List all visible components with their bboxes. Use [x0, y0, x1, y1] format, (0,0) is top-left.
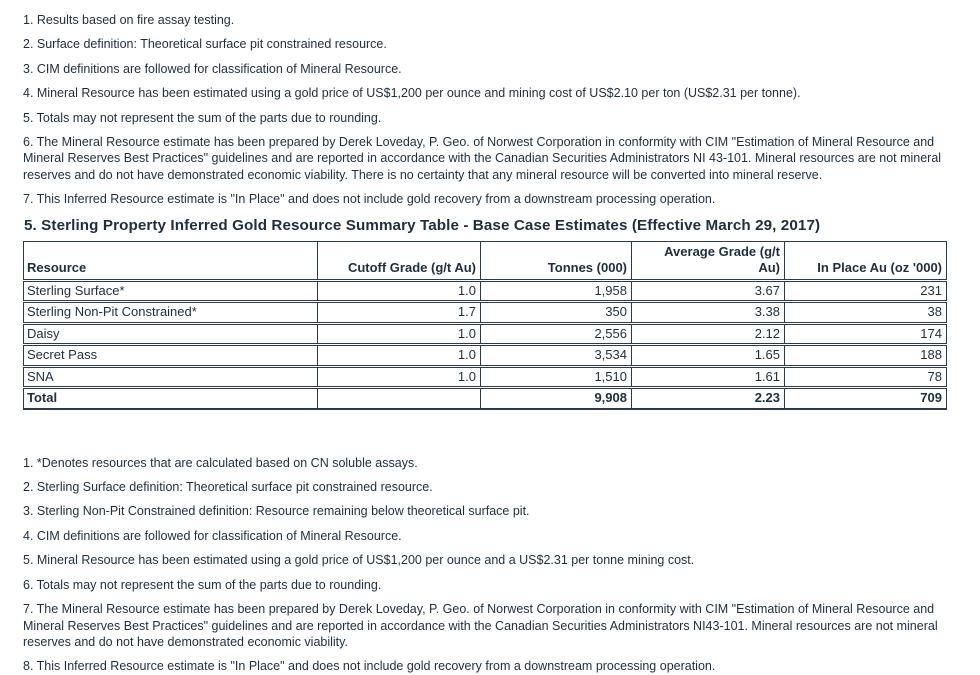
cell-resource: Sterling Non-Pit Constrained* — [23, 302, 318, 323]
cell-tonnes: 2,556 — [481, 324, 632, 345]
cell-tonnes: 1,510 — [481, 367, 632, 388]
cell-resource: Sterling Surface* — [23, 281, 318, 302]
note-bottom-7: 7. The Mineral Resource estimate has been prepared by Derek Loveday, P. Geo. of Norwest Corporation in conformity with CIM "Estimation of Mineral Resource and Mineral Reserves Best Practices" guidelines and are reported in accordance with the Canadian Securities Administrators NI43-101. Mineral resources are not mineral reserves and do not have demonstrated economic viability. — [23, 602, 938, 649]
cell-resource: SNA — [23, 367, 318, 388]
note-top-6: 6. The Mineral Resource estimate has been prepared by Derek Loveday, P. Geo. of Norwest Corporation in conformity with CIM "Estimation of Mineral Resource and Mineral Reserves Best Practices" guidelines and are reported in accordance with the Canadian Securities Administrators NI 43-101. Mineral resources are not mineral reserves and do not have demonstrated economic viability. There is no certainty that any mineral resource will be converted into mineral reserve. — [23, 135, 942, 182]
column-header-in-place-au: In Place Au (oz '000) — [785, 241, 947, 280]
column-header-cutoff-grade: Cutoff Grade (g/t Au) — [318, 241, 481, 280]
note-bottom-5: 5. Mineral Resource has been estimated using a gold price of US$1,200 per ounce and a US$2.31 per tonne mining cost. — [23, 553, 695, 568]
cell-cutoff-grade: 1.0 — [318, 324, 481, 345]
cell-average-grade: 3.67 — [632, 281, 785, 302]
note-bottom-6: 6. Totals may not represent the sum of the parts due to rounding. — [23, 577, 382, 592]
note-top-2: 2. Surface definition: Theoretical surface pit constrained resource. — [23, 37, 387, 52]
notes-top — [23, 12, 955, 208]
cell-cutoff-grade: 1.0 — [318, 367, 481, 388]
cell-in-place-au: 78 — [785, 367, 947, 388]
cell-cutoff-grade-total — [318, 388, 481, 410]
table-row — [23, 345, 947, 366]
cell-average-grade: 1.65 — [632, 345, 785, 366]
notes-bottom — [23, 455, 955, 675]
table-row — [23, 324, 947, 345]
cell-average-grade: 2.12 — [632, 324, 785, 345]
note-top-4: 4. Mineral Resource has been estimated using a gold price of US$1,200 per ounce and mining cost of US$2.10 per ton (US$2.31 per tonne). — [23, 86, 801, 101]
cell-resource-total: Total — [23, 388, 318, 410]
cell-in-place-au: 188 — [785, 345, 947, 366]
note-top-7: 7. This Inferred Resource estimate is "In Place" and does not include gold recovery from a downstream processing operation. — [23, 192, 716, 207]
cell-average-grade-total: 2.23 — [632, 388, 785, 410]
note-top-5: 5. Totals may not represent the sum of the parts due to rounding. — [23, 110, 382, 125]
cell-cutoff-grade: 1.0 — [318, 281, 481, 302]
cell-tonnes: 3,534 — [481, 345, 632, 366]
cell-tonnes: 350 — [481, 302, 632, 323]
column-header-resource: Resource — [23, 241, 318, 280]
note-top-3: 3. CIM definitions are followed for classification of Mineral Resource. — [23, 61, 402, 76]
cell-cutoff-grade: 1.0 — [318, 345, 481, 366]
column-header-tonnes: Tonnes (000) — [481, 241, 632, 280]
cell-in-place-au: 174 — [785, 324, 947, 345]
table-row — [23, 281, 947, 302]
cell-tonnes-total: 9,908 — [481, 388, 632, 410]
table-header-row — [23, 241, 947, 280]
note-bottom-1: 1. *Denotes resources that are calculated based on CN soluble assays. — [23, 455, 418, 470]
cell-cutoff-grade: 1.7 — [318, 302, 481, 323]
cell-in-place-au: 38 — [785, 302, 947, 323]
table-row — [23, 367, 947, 388]
note-top-1: 1. Results based on fire assay testing. — [23, 13, 235, 27]
note-bottom-2: 2. Sterling Surface definition: Theoretical surface pit constrained resource. — [23, 480, 433, 495]
cell-in-place-au-total: 709 — [785, 388, 947, 410]
resource-table — [23, 240, 947, 411]
cell-tonnes: 1,958 — [481, 281, 632, 302]
cell-average-grade: 1.61 — [632, 367, 785, 388]
cell-average-grade: 3.38 — [632, 302, 785, 323]
table-total-row — [23, 388, 947, 410]
note-bottom-4: 4. CIM definitions are followed for classification of Mineral Resource. — [23, 528, 402, 543]
note-bottom-3: 3. Sterling Non-Pit Constrained definition: Resource remaining below theoretical surface pit. — [23, 504, 530, 519]
cell-resource: Secret Pass — [23, 345, 318, 366]
cell-in-place-au: 231 — [785, 281, 947, 302]
note-bottom-8: 8. This Inferred Resource estimate is "In Place" and does not include gold recovery from a downstream processing operation. — [23, 659, 716, 674]
column-header-average-grade: Average Grade (g/t Au) — [632, 241, 785, 280]
table-title: 5. Sterling Property Inferred Gold Resource Summary Table - Base Case Estimates (Effective March 29, 2017) — [24, 216, 821, 234]
table-row — [23, 302, 947, 323]
cell-resource: Daisy — [23, 324, 318, 345]
